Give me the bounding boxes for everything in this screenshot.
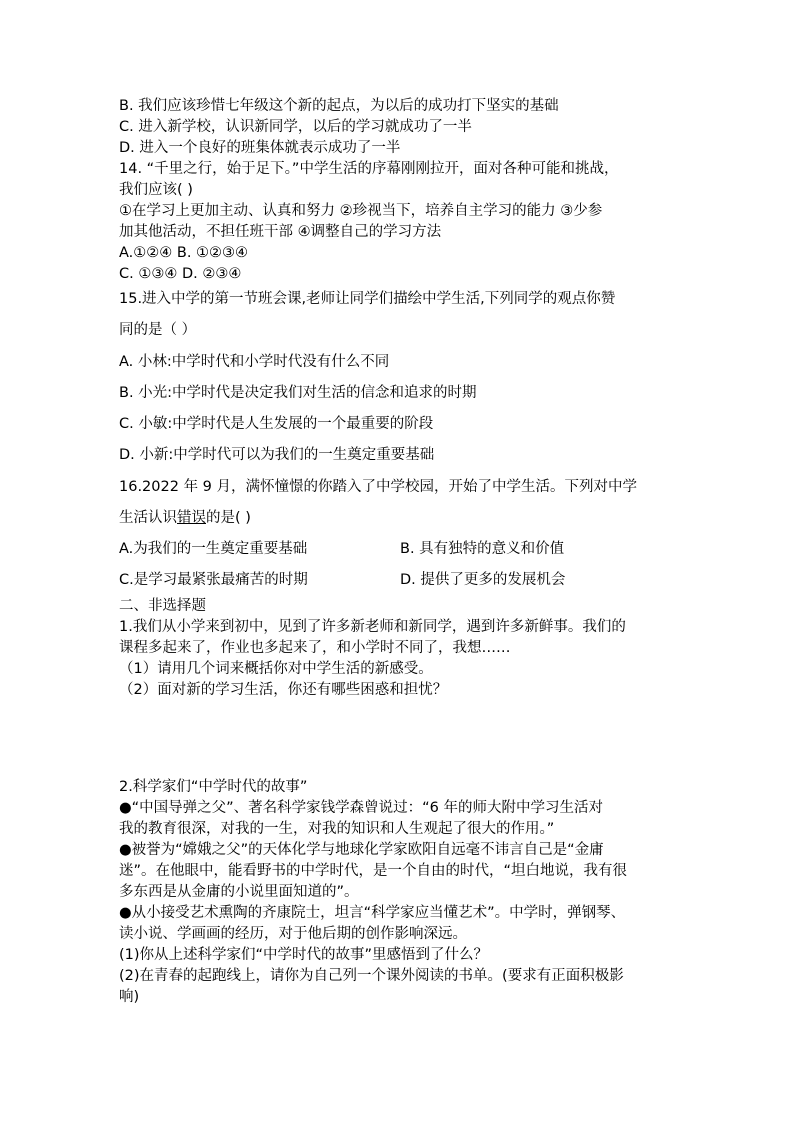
q16-option-b: B. 具有独特的意义和价值 bbox=[400, 541, 565, 557]
q14-stem-line2: 我们应该( ) bbox=[119, 182, 193, 198]
q16-stem-emphasis: 错误 bbox=[177, 510, 206, 526]
q13-option-b: B. 我们应该珍惜七年级这个新的起点，为以后的成功打下坚实的基础 bbox=[119, 98, 559, 114]
q13-option-c: C. 进入新学校，认识新同学，以后的学习就成功了一半 bbox=[119, 119, 472, 135]
q14-options-line1: A.①②④ B. ①②③④ bbox=[119, 245, 249, 261]
q14-stem-line1: 14. “千里之行，始于足下。”中学生活的序幕刚刚拉开，面对各种可能和挑战， bbox=[119, 161, 619, 177]
s2-q1-line2: 课程多起来了，作业也多起来了，和小学时不同了，我想…… bbox=[119, 640, 511, 656]
q15-option-c: C. 小敏:中学时代是人生发展的一个最重要的阶段 bbox=[119, 416, 434, 432]
q15-stem-line2: 同的是（ ） bbox=[119, 322, 197, 338]
q14-options-line2: C. ①③④ D. ②③④ bbox=[119, 266, 242, 282]
s2-q1-sub2: （2）面对新的学习生活，你还有哪些困惑和担忧？ bbox=[119, 682, 448, 698]
q15-option-b: B. 小光:中学时代是决定我们对生活的信念和追求的时期 bbox=[119, 385, 477, 401]
q13-option-d: D. 进入一个良好的班集体就表示成功了一半 bbox=[119, 140, 401, 156]
q16-stem-post: 的是( ) bbox=[206, 510, 251, 526]
q15-stem-line1: 15.进入中学的第一节班会课,老师让同学们描绘中学生活,下列同学的观点你赞 bbox=[119, 291, 616, 307]
s2-q2-p3-line2: 读小说、学画画的经历，对于他后期的创作影响深远。 bbox=[119, 926, 467, 942]
q15-option-a: A. 小林:中学时代和小学时代没有什么不同 bbox=[119, 354, 390, 370]
s2-q2-p2-line2: 迷”。在他眼中，能看野书的中学时代，是一个自由的时代，“坦白地说，我有很 bbox=[119, 863, 628, 879]
s2-q2-p1-line2: 我的教育很深，对我的一生，对我的知识和人生观起了很大的作用。” bbox=[119, 821, 555, 837]
s2-q2-p3-line1: ●从小接受艺术熏陶的齐康院士，坦言“科学家应当懂艺术”。中学时，弹钢琴、 bbox=[119, 905, 626, 921]
q16-option-d: D. 提供了更多的发展机会 bbox=[400, 572, 566, 588]
q16-option-a: A.为我们的一生奠定重要基础 bbox=[119, 541, 308, 557]
s2-q2-sub2-line1: (2)在青春的起跑线上，请你为自己列一个课外阅读的书单。(要求有正面积极影 bbox=[119, 968, 624, 984]
q16-stem-line1: 16.2022 年 9 月，满怀憧憬的你踏入了中学校园，开始了中学生活。下列对中学 bbox=[119, 479, 638, 495]
s2-q2-p2-line1: ●被誉为“嫦娥之父”的天体化学与地球化学家欧阳自远毫不讳言自己是“金庸 bbox=[119, 842, 604, 858]
s2-q2-p2-line3: 多东西是从金庸的小说里面知道的”。 bbox=[119, 884, 359, 900]
s2-q2-sub2-line2: 响) bbox=[119, 989, 140, 1005]
s2-q2-title: 2.科学家们“中学时代的故事” bbox=[119, 779, 308, 795]
s2-q2-sub1: (1)你从上述科学家们“中学时代的故事”里感悟到了什么？ bbox=[119, 947, 489, 963]
q16-stem-line2 bbox=[119, 508, 251, 528]
q14-items-line1: ①在学习上更加主动、认真和努力 ②珍视当下，培养自主学习的能力 ③少参 bbox=[119, 203, 603, 219]
q16-option-c: C.是学习最紧张最痛苦的时期 bbox=[119, 572, 308, 588]
q14-items-line2: 加其他活动，不担任班干部 ④调整自己的学习方法 bbox=[119, 224, 442, 240]
s2-q1-sub1: （1）请用几个词来概括你对中学生活的新感受。 bbox=[119, 661, 433, 677]
section2-heading: 二、非选择题 bbox=[119, 598, 206, 614]
s2-q1-line1: 1.我们从小学来到初中，见到了许多新老师和新同学，遇到许多新鲜事。我们的 bbox=[119, 619, 626, 635]
q16-stem-pre: 生活认识 bbox=[119, 510, 177, 526]
s2-q2-p1-line1: ●“中国导弹之父”、著名科学家钱学森曾说过：“6 年的师大附中学习生活对 bbox=[119, 800, 604, 816]
q15-option-d: D. 小新:中学时代可以为我们的一生奠定重要基础 bbox=[119, 447, 435, 463]
